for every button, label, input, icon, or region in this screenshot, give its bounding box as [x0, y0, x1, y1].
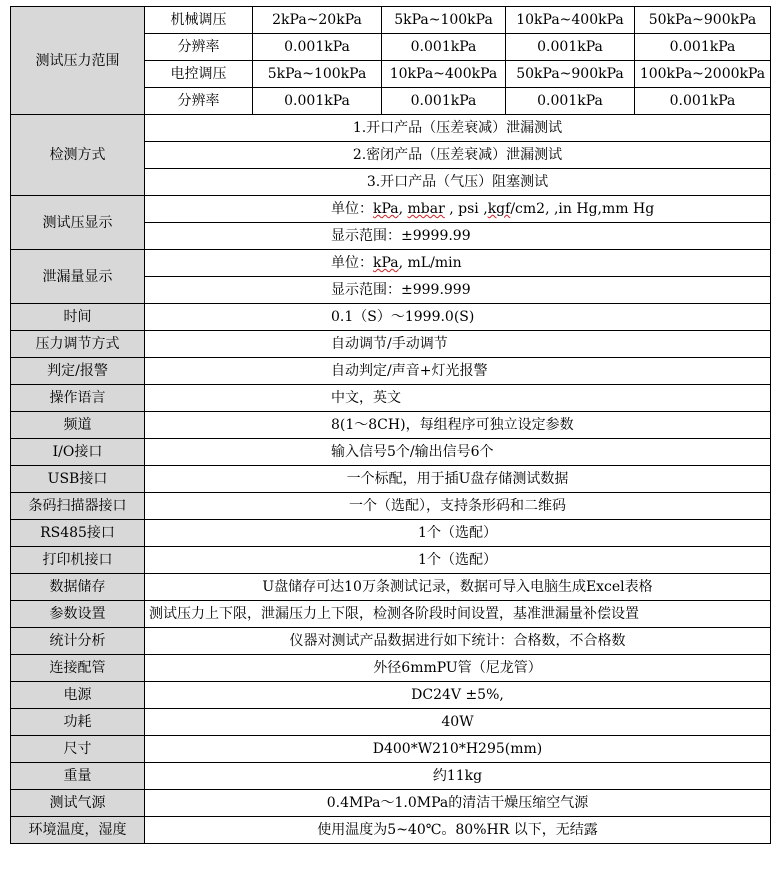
spec-label: 参数设置 [11, 601, 145, 628]
resolution-value: 0.001kPa [253, 34, 382, 61]
spec-value: 约11kg [145, 763, 771, 790]
unit-kpa: kPa [373, 201, 399, 217]
leak-unit-value [145, 250, 771, 277]
spec-label: I/O接口 [11, 439, 145, 466]
spec-label: 频道 [11, 412, 145, 439]
range-value: 50kPa~900kPa [635, 7, 771, 34]
table-row [11, 412, 771, 439]
spec-value: 一个标配，用于插U盘存储测试数据 [145, 466, 771, 493]
spec-value: 使用温度为5~40℃。80%HR 以下，无结露 [145, 817, 771, 844]
spec-value: 0.1（S）～1999.0(S) [145, 304, 771, 331]
resolution-value: 0.001kPa [506, 34, 635, 61]
spec-label: 测试气源 [11, 790, 145, 817]
spec-label: 时间 [11, 304, 145, 331]
spec-label: 条码扫描器接口 [11, 493, 145, 520]
unit-kpa: kPa [373, 255, 399, 271]
table-row [11, 655, 771, 682]
unit-sep: , [398, 201, 408, 217]
detection-label: 检测方式 [11, 115, 145, 196]
spec-value: 一个（选配），支持条形码和二维码 [145, 493, 771, 520]
spec-label: 压力调节方式 [11, 331, 145, 358]
table-row [11, 601, 771, 628]
spec-label: USB接口 [11, 466, 145, 493]
table-row [11, 682, 771, 709]
spec-label: 尺寸 [11, 736, 145, 763]
unit-prefix: 单位： [331, 201, 373, 217]
table-row [11, 358, 771, 385]
table-row [11, 736, 771, 763]
sub-label: 分辨率 [145, 34, 253, 61]
leak-range-display: 显示范围：±999.999 [145, 277, 771, 304]
spec-value: 8(1～8CH)，每组程序可独立设定参数 [145, 412, 771, 439]
table-row [11, 7, 771, 34]
pressure-range-label: 测试压力范围 [11, 7, 145, 115]
resolution-value: 0.001kPa [382, 34, 506, 61]
spec-value: 测试压力上下限，泄漏压力上下限，检测各阶段时间设置，基准泄漏量补偿设置 [145, 601, 771, 628]
detection-method: 1.开口产品（压差衰减）泄漏测试 [145, 115, 771, 142]
spec-value: 1个（选配） [145, 547, 771, 574]
unit-kgf: kgf [487, 201, 511, 217]
table-row [11, 250, 771, 277]
spec-value: U盘储存可达10万条测试记录，数据可导入电脑生成Excel表格 [145, 574, 771, 601]
table-row [11, 115, 771, 142]
spec-label: 重量 [11, 763, 145, 790]
table-row [11, 331, 771, 358]
table-row [11, 628, 771, 655]
spec-value: 自动判定/声音+灯光报警 [145, 358, 771, 385]
unit-mbar: mbar [407, 201, 445, 217]
spec-label: 环境温度，湿度 [11, 817, 145, 844]
spec-label: 打印机接口 [11, 547, 145, 574]
spec-value: 仪器对测试产品数据进行如下统计：合格数，不合格数 [145, 628, 771, 655]
table-row [11, 709, 771, 736]
table-row [11, 466, 771, 493]
resolution-value: 0.001kPa [635, 34, 771, 61]
sub-label: 机械调压 [145, 7, 253, 34]
spec-value: 外径6mmPU管（尼龙管） [145, 655, 771, 682]
unit-mid: , psi , [444, 201, 488, 217]
pressure-range-display: 显示范围：±9999.99 [145, 223, 771, 250]
resolution-value: 0.001kPa [253, 88, 382, 115]
table-row [11, 763, 771, 790]
table-row [11, 817, 771, 844]
detection-method: 2.密闭产品（压差衰减）泄漏测试 [145, 142, 771, 169]
unit-prefix: 单位： [331, 255, 373, 271]
resolution-value: 0.001kPa [382, 88, 506, 115]
spec-label: 统计分析 [11, 628, 145, 655]
spec-label: 数据储存 [11, 574, 145, 601]
spec-value: 40W [145, 709, 771, 736]
spec-value: DC24V ±5%, [145, 682, 771, 709]
table-row [11, 574, 771, 601]
spec-value: 1个（选配） [145, 520, 771, 547]
leak-display-label: 泄漏量显示 [11, 250, 145, 304]
table-row [11, 790, 771, 817]
range-value: 5kPa~100kPa [253, 61, 382, 88]
table-row [11, 439, 771, 466]
spec-label: 判定/报警 [11, 358, 145, 385]
unit-tail: , mL/min [398, 255, 462, 271]
sub-label: 分辨率 [145, 88, 253, 115]
spec-value: 中文，英文 [145, 385, 771, 412]
spec-label: 电源 [11, 682, 145, 709]
pressure-display-label: 测试压显示 [11, 196, 145, 250]
resolution-value: 0.001kPa [635, 88, 771, 115]
spec-label: 连接配管 [11, 655, 145, 682]
spec-value: 0.4MPa～1.0MPa的清洁干燥压缩空气源 [145, 790, 771, 817]
unit-tail: /cm2, ,in Hg,mm Hg [510, 201, 655, 217]
spec-value: 自动调节/手动调节 [145, 331, 771, 358]
table-row [11, 520, 771, 547]
table-row [11, 196, 771, 223]
sub-label: 电控调压 [145, 61, 253, 88]
range-value: 2kPa~20kPa [253, 7, 382, 34]
spec-value: D400*W210*H295(mm) [145, 736, 771, 763]
spec-label: RS485接口 [11, 520, 145, 547]
range-value: 10kPa~400kPa [382, 61, 506, 88]
table-row [11, 385, 771, 412]
range-value: 100kPa~2000kPa [635, 61, 771, 88]
spec-value: 输入信号5个/输出信号6个 [145, 439, 771, 466]
resolution-value: 0.001kPa [506, 88, 635, 115]
spec-label: 功耗 [11, 709, 145, 736]
range-value: 10kPa~400kPa [506, 7, 635, 34]
detection-method: 3.开口产品（气压）阻塞测试 [145, 169, 771, 196]
range-value: 50kPa~900kPa [506, 61, 635, 88]
spec-label: 操作语言 [11, 385, 145, 412]
table-row [11, 547, 771, 574]
range-value: 5kPa~100kPa [382, 7, 506, 34]
pressure-unit-value [145, 196, 771, 223]
table-row [11, 493, 771, 520]
table-row [11, 304, 771, 331]
spec-table [10, 6, 771, 844]
